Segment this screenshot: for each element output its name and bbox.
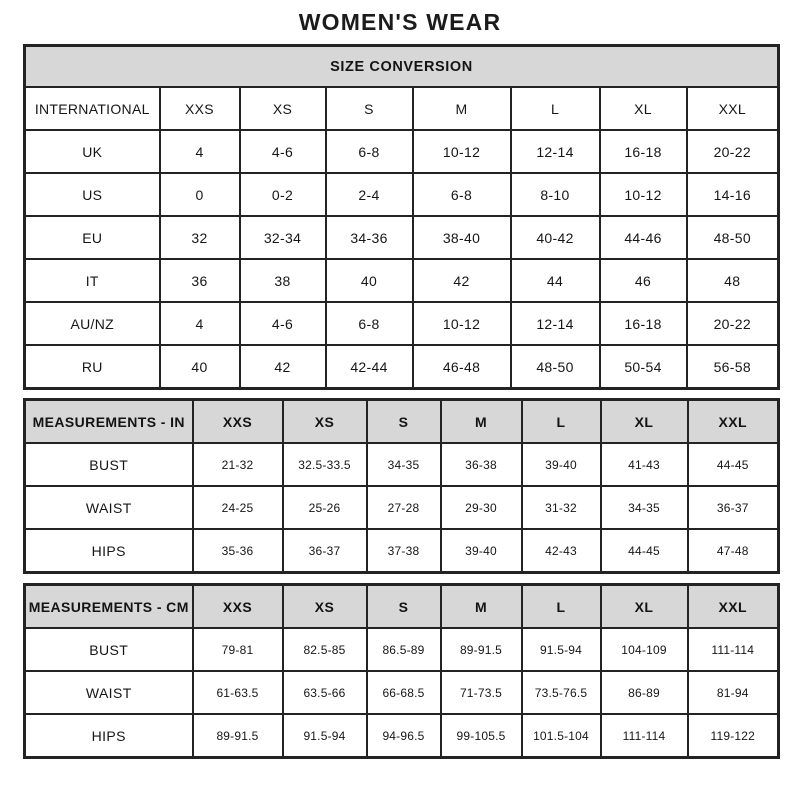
value-cell: 111-114 [601,714,688,758]
value-cell: 44 [511,259,600,302]
value-cell: 29-30 [441,486,522,529]
value-cell: 27-28 [367,486,441,529]
measurements-in-table [23,398,780,574]
value-cell: 0-2 [240,173,326,216]
table-row [25,714,779,758]
value-cell: 34-35 [601,486,688,529]
row-label-cell: EU [25,216,160,259]
table-row [25,443,779,486]
value-cell: 0 [160,173,240,216]
value-cell: 24-25 [193,486,283,529]
value-cell: 4 [160,130,240,173]
value-cell: 47-48 [688,529,779,573]
table-row [25,529,779,573]
value-cell: 91.5-94 [522,628,601,671]
value-cell: 36-37 [283,529,367,573]
size-header-cell: XL [601,585,688,629]
value-cell: 37-38 [367,529,441,573]
size-header-cell: M [413,87,511,130]
measurements-in-body [25,400,779,573]
value-cell: 44-45 [688,443,779,486]
row-label-cell: BUST [25,628,193,671]
size-header-cell: XL [600,87,687,130]
value-cell: 119-122 [688,714,779,758]
value-cell: 40 [326,259,413,302]
size-header-cell: XXS [193,400,283,444]
value-cell: 36 [160,259,240,302]
row-label-cell: WAIST [25,671,193,714]
size-header-cell: M [441,400,522,444]
value-cell: 46-48 [413,345,511,389]
value-cell: 48-50 [687,216,779,259]
value-cell: 36-37 [688,486,779,529]
value-cell: 2-4 [326,173,413,216]
row-label-cell: UK [25,130,160,173]
row-label-cell: HIPS [25,529,193,573]
value-cell: 38 [240,259,326,302]
size-header-cell: L [522,400,601,444]
value-cell: 111-114 [688,628,779,671]
value-cell: 63.5-66 [283,671,367,714]
value-cell: 16-18 [600,302,687,345]
value-cell: 40 [160,345,240,389]
value-cell: 73.5-76.5 [522,671,601,714]
value-cell: 41-43 [601,443,688,486]
value-cell: 42-44 [326,345,413,389]
value-cell: 4-6 [240,130,326,173]
value-cell: 35-36 [193,529,283,573]
size-conversion-body [25,87,779,389]
value-cell: 10-12 [413,130,511,173]
row-label-cell: INTERNATIONAL [25,87,160,130]
size-header-cell: XS [283,585,367,629]
value-cell: 34-36 [326,216,413,259]
value-cell: 99-105.5 [441,714,522,758]
value-cell: 6-8 [326,130,413,173]
row-label-cell: US [25,173,160,216]
row-label-cell: BUST [25,443,193,486]
size-header-cell: XXL [688,585,779,629]
size-header-cell: XXL [688,400,779,444]
value-cell: 20-22 [687,302,779,345]
value-cell: 10-12 [413,302,511,345]
page-title: WOMEN'S WEAR [298,9,502,35]
section-title-cell: MEASUREMENTS - CM [25,585,193,629]
value-cell: 16-18 [600,130,687,173]
value-cell: 4 [160,302,240,345]
size-header-cell: XXS [193,585,283,629]
row-label-cell: WAIST [25,486,193,529]
section-header-row [25,585,779,629]
size-header-cell: XL [601,400,688,444]
value-cell: 8-10 [511,173,600,216]
value-cell: 79-81 [193,628,283,671]
size-header-cell: M [441,585,522,629]
value-cell: 86.5-89 [367,628,441,671]
value-cell: 56-58 [687,345,779,389]
size-conversion-header: SIZE CONVERSION [25,46,779,88]
measurements-cm-table [23,583,780,759]
value-cell: 31-32 [522,486,601,529]
value-cell: 42-43 [522,529,601,573]
size-header-cell: XXL [687,87,779,130]
value-cell: 89-91.5 [193,714,283,758]
value-cell: 6-8 [413,173,511,216]
row-label-cell: IT [25,259,160,302]
size-header-cell: S [367,400,441,444]
row-label-cell: AU/NZ [25,302,160,345]
value-cell: 10-12 [600,173,687,216]
value-cell: 48-50 [511,345,600,389]
size-header-cell: XS [240,87,326,130]
row-label-cell: RU [25,345,160,389]
value-cell: 82.5-85 [283,628,367,671]
value-cell: 20-22 [687,130,779,173]
value-cell: 42 [413,259,511,302]
section-title-cell: MEASUREMENTS - IN [25,400,193,444]
table-row [25,216,779,259]
value-cell: 38-40 [413,216,511,259]
value-cell: 21-32 [193,443,283,486]
value-cell: 89-91.5 [441,628,522,671]
value-cell: 4-6 [240,302,326,345]
size-header-cell: XS [283,400,367,444]
table-row [25,486,779,529]
table-row [25,173,779,216]
value-cell: 44-46 [600,216,687,259]
table-row [25,302,779,345]
value-cell: 48 [687,259,779,302]
value-cell: 66-68.5 [367,671,441,714]
value-cell: 91.5-94 [283,714,367,758]
value-cell: 101.5-104 [522,714,601,758]
value-cell: 86-89 [601,671,688,714]
size-header-cell: L [511,87,600,130]
measurements-cm-body [25,585,779,758]
value-cell: 40-42 [511,216,600,259]
value-cell: 32-34 [240,216,326,259]
value-cell: 46 [600,259,687,302]
value-cell: 104-109 [601,628,688,671]
value-cell: 81-94 [688,671,779,714]
row-label-cell: HIPS [25,714,193,758]
value-cell: 12-14 [511,302,600,345]
size-header-cell: L [522,585,601,629]
table-row [25,259,779,302]
value-cell: 32 [160,216,240,259]
table-row [25,130,779,173]
value-cell: 25-26 [283,486,367,529]
value-cell: 32.5-33.5 [283,443,367,486]
value-cell: 44-45 [601,529,688,573]
size-conversion-table [23,44,780,390]
value-cell: 12-14 [511,130,600,173]
table-row [25,345,779,389]
value-cell: 94-96.5 [367,714,441,758]
size-header-cell: S [367,585,441,629]
value-cell: 39-40 [522,443,601,486]
size-header-cell: S [326,87,413,130]
table-row [25,628,779,671]
column-header-row [25,87,779,130]
value-cell: 34-35 [367,443,441,486]
value-cell: 6-8 [326,302,413,345]
value-cell: 61-63.5 [193,671,283,714]
value-cell: 36-38 [441,443,522,486]
value-cell: 39-40 [441,529,522,573]
section-header-row [25,400,779,444]
value-cell: 50-54 [600,345,687,389]
value-cell: 14-16 [687,173,779,216]
size-header-cell: XXS [160,87,240,130]
value-cell: 71-73.5 [441,671,522,714]
size-conversion-banner-row [25,46,779,88]
table-row [25,671,779,714]
value-cell: 42 [240,345,326,389]
